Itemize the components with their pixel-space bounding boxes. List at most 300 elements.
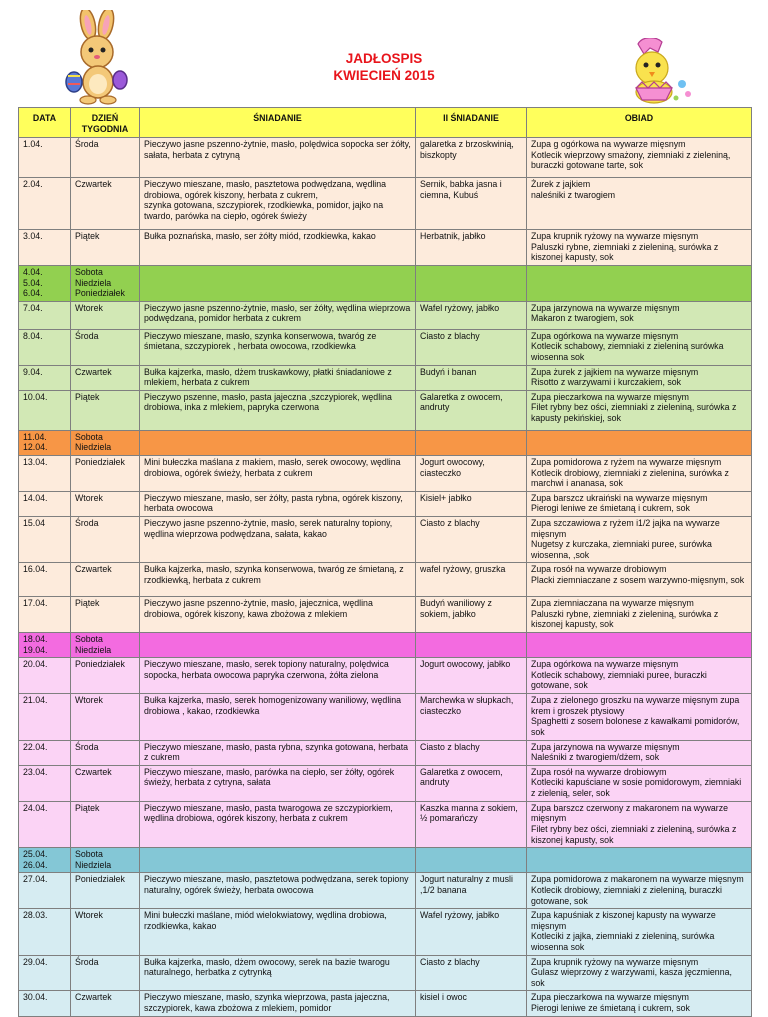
title-line-2: KWIECIEŃ 2015 <box>333 68 435 83</box>
lunch-cell <box>527 873 752 909</box>
day-cell-text: Wtorek <box>75 302 103 313</box>
breakfast-cell <box>140 491 416 516</box>
breakfast-cell <box>140 955 416 991</box>
menu-row <box>19 430 752 455</box>
lunch-cell <box>527 955 752 991</box>
menu-row <box>19 266 752 302</box>
lunch-cell <box>527 178 752 230</box>
day-cell <box>71 848 140 873</box>
date-cell-text: 17.04. <box>23 598 48 609</box>
breakfast-cell-text: Pieczywo jasne pszenno-żytnie, masło, polędwica sopocka ser żółty, sałata, herbata z cytryną <box>144 139 411 160</box>
lunch-cell-text: Zupa z zielonego groszku na wywarze mięsnym zupa krem i groszek ptysiowy <box>531 695 740 716</box>
day-cell <box>71 301 140 329</box>
date-cell-text: 24.04. <box>23 802 48 813</box>
page-title <box>0 50 768 84</box>
day-cell-text: Środa <box>75 330 99 341</box>
day-cell-text: Wtorek <box>75 492 103 503</box>
lunch-cell <box>527 694 752 740</box>
lunch-cell-text: Pierogi leniwe ze śmietaną i cukrem, sok <box>531 503 690 514</box>
menu-row <box>19 491 752 516</box>
second-breakfast-cell <box>416 329 527 365</box>
lunch-cell-text: Żurek z jajkiem <box>531 179 591 189</box>
lunch-cell <box>527 301 752 329</box>
second-breakfast-cell-text: kisiel i owoc <box>420 992 467 1003</box>
date-cell <box>19 658 71 694</box>
second-breakfast-cell <box>416 991 527 1017</box>
breakfast-cell <box>140 597 416 633</box>
second-breakfast-cell <box>416 801 527 847</box>
day-cell-text: Czwartek <box>75 992 112 1003</box>
date-cell <box>19 740 71 765</box>
date-cell <box>19 516 71 562</box>
day-cell <box>71 873 140 909</box>
breakfast-cell-text: Pieczywo mieszane, masło, pasta twarogowa ze szczypiorkiem, wędlina drobiowa, ogórek kiszony, herbata z cukrem <box>144 802 393 824</box>
day-cell-text: Poniedziałek <box>75 288 125 299</box>
day-cell <box>71 955 140 991</box>
lunch-cell <box>527 765 752 801</box>
day-cell <box>71 430 140 455</box>
day-cell <box>71 740 140 765</box>
date-cell <box>19 266 71 302</box>
second-breakfast-cell-text: Budyń waniliowy z sokiem, jabłko <box>420 598 492 619</box>
lunch-cell-text: Kotleciki kapuściane w sosie pomidorowym, ziemniaki z zielenią, seler, sok <box>531 777 742 798</box>
lunch-cell-text: Zupa rosół na wywarze drobiowym <box>531 766 667 777</box>
day-cell-text: Wtorek <box>75 695 103 706</box>
second-breakfast-cell-text: Galaretka z owocem, andruty <box>420 391 503 413</box>
day-cell <box>71 694 140 740</box>
lunch-cell <box>527 991 752 1017</box>
second-breakfast-cell <box>416 597 527 633</box>
lunch-cell-text: Zupa żurek z jajkiem na wywarze mięsnym <box>531 366 699 377</box>
breakfast-cell-text: Pieczywo mieszane, masło, szynka konserwowa, twaróg ze śmietana, szczypiorek , herbata owocowa, rzodkiewka <box>144 330 377 352</box>
breakfast-cell <box>140 909 416 955</box>
day-cell <box>71 801 140 847</box>
breakfast-cell-text: szynka gotowana, szczypiorek, rzodkiewka, pomidor, jajko na twardo, parówka na ciepło, ogórek świeży <box>144 200 384 221</box>
menu-row <box>19 365 752 390</box>
second-breakfast-cell <box>416 765 527 801</box>
day-cell-text: Niedziela <box>75 859 112 870</box>
second-breakfast-cell-text: Marchewka w słupkach, ciasteczko <box>420 695 514 716</box>
date-cell <box>19 765 71 801</box>
date-cell-text: 3.04. <box>23 231 43 241</box>
second-breakfast-cell-text: Jogurt naturalny z musli ,1/2 banana <box>420 874 513 895</box>
breakfast-cell <box>140 848 416 873</box>
breakfast-cell <box>140 740 416 765</box>
second-breakfast-cell <box>416 491 527 516</box>
date-cell <box>19 694 71 740</box>
breakfast-cell <box>140 694 416 740</box>
date-cell <box>19 230 71 266</box>
lunch-cell-text: Risotto z warzywami i kurczakiem, sok <box>531 377 682 388</box>
lunch-cell-text: Zupa jarzynowa na wywarze mięsnym <box>531 741 680 752</box>
breakfast-cell <box>140 455 416 491</box>
menu-row <box>19 658 752 694</box>
lunch-cell <box>527 909 752 955</box>
second-breakfast-cell-text: Kisiel+ jabłko <box>420 492 472 503</box>
breakfast-cell <box>140 430 416 455</box>
menu-row <box>19 597 752 633</box>
second-breakfast-cell <box>416 516 527 562</box>
breakfast-cell-text: Pieczywo mieszane, masło, serek topiony naturalny, polędwica sopocka, herbata owocowa papryka czerwona, żółta zielona <box>144 659 389 680</box>
date-cell-text: 28.03. <box>23 910 48 921</box>
lunch-cell <box>527 390 752 430</box>
lunch-cell-text: Zupa pomidorowa z ryżem na wywarze mięsnym <box>531 456 722 467</box>
lunch-cell-text: Kotlecik schabowy, ziemniaki z zieleniną surówka wiosenna sok <box>531 341 724 362</box>
day-cell <box>71 390 140 430</box>
lunch-cell-text: Kotlecik wieprzowy smażony, ziemniaki z zieleniną, buraczki gotowane tarte, sok <box>531 149 731 171</box>
day-cell-text: Środa <box>75 741 99 752</box>
breakfast-cell-text: Bułka kajzerka, masło, serek homogenizowany waniliowy, wędlina drobiowa , kakao, rzodkiewka <box>144 695 402 716</box>
day-cell <box>71 365 140 390</box>
lunch-cell <box>527 491 752 516</box>
breakfast-cell <box>140 658 416 694</box>
date-cell-text: 13.04. <box>23 456 48 467</box>
breakfast-cell <box>140 873 416 909</box>
header-day-line-1: DZIEŃ <box>91 113 119 123</box>
date-cell <box>19 390 71 430</box>
breakfast-cell <box>140 178 416 230</box>
date-cell <box>19 365 71 390</box>
lunch-cell-text: Paluszki rybne, ziemniaki z zieleniną, surówka z kiszonej kapusty, sok <box>531 608 719 630</box>
second-breakfast-cell <box>416 873 527 909</box>
second-breakfast-cell <box>416 455 527 491</box>
second-breakfast-cell <box>416 266 527 302</box>
date-cell <box>19 563 71 597</box>
day-cell <box>71 455 140 491</box>
second-breakfast-cell <box>416 955 527 991</box>
date-cell-text: 25.04. <box>23 849 48 860</box>
menu-row <box>19 633 752 658</box>
day-cell <box>71 178 140 230</box>
lunch-cell-text: Zupa g ogórkowa na wywarze mięsnym <box>531 139 686 149</box>
day-cell-text: Niedziela <box>75 644 112 655</box>
breakfast-cell-text: Pieczywo jasne pszenno-żytnie, masło, serek naturalny topiony, wędlina wieprzowa podwędzana, sałata, kakao <box>144 517 393 539</box>
date-cell <box>19 455 71 491</box>
day-cell-text: Sobota <box>75 849 103 860</box>
lunch-cell-text: Kotlecik drobiowy, ziemniaki z zieleniną, buraczki gotowane, sok <box>531 884 723 906</box>
lunch-cell-text: Zupa ziemniaczana na wywarze mięsnym <box>531 598 694 609</box>
breakfast-cell <box>140 633 416 658</box>
lunch-cell <box>527 329 752 365</box>
menu-row <box>19 178 752 230</box>
date-cell <box>19 633 71 658</box>
second-breakfast-cell <box>416 365 527 390</box>
second-breakfast-cell-text: Wafel ryżowy, jabłko <box>420 302 500 313</box>
breakfast-cell <box>140 765 416 801</box>
header-lunch: OBIAD <box>527 108 752 138</box>
second-breakfast-cell <box>416 909 527 955</box>
date-cell-text: 14.04. <box>23 492 48 503</box>
breakfast-cell <box>140 563 416 597</box>
day-cell <box>71 597 140 633</box>
breakfast-cell <box>140 991 416 1017</box>
second-breakfast-cell-text: Herbatnik, jabłko <box>420 231 486 241</box>
date-cell-text: 9.04. <box>23 366 43 377</box>
lunch-cell-text: Spaghetti z sosem bolonese z kawałkami pomidorów, sok <box>531 716 740 738</box>
date-cell <box>19 430 71 455</box>
lunch-cell-text: Paluszki rybne, ziemniaki z zieleniną, surówka z kiszonej kapusty, sok <box>531 241 719 263</box>
lunch-cell-text: Zupa jarzynowa na wywarze mięsnym <box>531 302 680 313</box>
second-breakfast-cell-text: Budyń i banan <box>420 366 477 377</box>
day-cell <box>71 658 140 694</box>
second-breakfast-cell <box>416 848 527 873</box>
menu-row <box>19 801 752 847</box>
breakfast-cell <box>140 138 416 178</box>
day-cell-text: Piątek <box>75 598 100 609</box>
date-cell-text: 21.04. <box>23 695 48 706</box>
second-breakfast-cell <box>416 633 527 658</box>
day-cell-text: Wtorek <box>75 910 103 921</box>
breakfast-cell <box>140 390 416 430</box>
menu-body <box>19 138 752 1017</box>
day-cell <box>71 765 140 801</box>
date-cell <box>19 178 71 230</box>
lunch-cell <box>527 138 752 178</box>
day-cell-text: Piątek <box>75 802 100 813</box>
breakfast-cell-text: Bułka poznańska, masło, ser żółty miód, rzodkiewka, kakao <box>144 231 376 241</box>
second-breakfast-cell-text: Galaretka z owocem, andruty <box>420 766 503 788</box>
day-cell-text: Niedziela <box>75 277 112 288</box>
breakfast-cell-text: Pieczywo mieszane, masło, pasztetowa podwędzana, serek topiony naturalny, ogórek świeży, herbata owocowa <box>144 874 409 895</box>
breakfast-cell-text: Bułka kajzerka, masło, dżem truskawkowy, płatki śniadaniowe z mlekiem, herbata z cukrem <box>144 366 392 388</box>
day-cell-text: Środa <box>75 517 99 528</box>
lunch-cell <box>527 430 752 455</box>
breakfast-cell <box>140 301 416 329</box>
breakfast-cell-text: Mini bułeczki maślane, miód wielokwiatowy, wędlina drobiowa, rzodkiewka, kakao <box>144 910 387 931</box>
lunch-cell-text: Zupa szczawiowa z ryżem i1/2 jajka na wywarze mięsnym <box>531 517 720 539</box>
day-cell <box>71 991 140 1017</box>
date-cell <box>19 991 71 1017</box>
breakfast-cell <box>140 365 416 390</box>
date-cell-text: 15.04 <box>23 517 46 528</box>
breakfast-cell <box>140 516 416 562</box>
menu-row <box>19 765 752 801</box>
second-breakfast-cell <box>416 658 527 694</box>
second-breakfast-cell-text: galaretka z brzoskwinią, biszkopty <box>420 139 514 160</box>
second-breakfast-cell-text: wafel ryżowy, gruszka <box>420 564 506 575</box>
second-breakfast-cell-text: Ciasto z blachy <box>420 330 480 341</box>
lunch-cell-text: Filet rybny bez ości, ziemniaki z zieleniną, surówka z kapusty pekińskiej, sok <box>531 402 737 423</box>
date-cell-text: 18.04. <box>23 634 48 645</box>
day-cell-text: Piątek <box>75 391 100 402</box>
lunch-cell <box>527 230 752 266</box>
day-cell <box>71 138 140 178</box>
menu-row <box>19 563 752 597</box>
second-breakfast-cell-text: Jogurt owocowy, ciasteczko <box>420 456 485 478</box>
menu-row <box>19 740 752 765</box>
breakfast-cell-text: Pieczywo mieszane, masło, szynka wieprzowa, pasta jajeczna, szczypiorek, kawa zbożowa z mlekiem, pomidor <box>144 992 390 1013</box>
lunch-cell <box>527 516 752 562</box>
day-cell-text: Czwartek <box>75 766 112 777</box>
title-line-1: JADŁOSPIS <box>345 51 423 66</box>
breakfast-cell <box>140 230 416 266</box>
lunch-cell-text: Zupa rosół na wywarze drobiowym <box>531 564 667 575</box>
date-cell-text: 11.04. <box>23 431 47 442</box>
menu-row <box>19 230 752 266</box>
date-cell-text: 1.04. <box>23 139 43 149</box>
lunch-cell <box>527 365 752 390</box>
date-cell <box>19 873 71 909</box>
breakfast-cell-text: Pieczywo jasne pszenno-żytnie, masło, ser żółty, wędlina wieprzowa podwędzana, pomidor herbata z cukrem <box>144 302 411 324</box>
breakfast-cell <box>140 801 416 847</box>
day-cell <box>71 633 140 658</box>
second-breakfast-cell <box>416 301 527 329</box>
lunch-cell-text: Makaron z twarogiem, sok <box>531 313 634 324</box>
second-breakfast-cell <box>416 138 527 178</box>
date-cell-text: 20.04. <box>23 659 48 670</box>
lunch-cell-text: Zupa pomidorowa z makaronem na wywarze mięsnym <box>531 874 744 885</box>
menu-row <box>19 955 752 991</box>
date-cell-text: 10.04. <box>23 391 48 402</box>
date-cell-text: 27.04. <box>23 874 48 885</box>
lunch-cell-text: Zupa ogórkowa na wywarze mięsnym <box>531 330 679 341</box>
date-cell-text: 16.04. <box>23 564 48 575</box>
day-cell <box>71 516 140 562</box>
date-cell <box>19 491 71 516</box>
lunch-cell-text: Nugetsy z kurczaka, ziemniaki puree, surówka wiosenna, ,sok <box>531 539 712 560</box>
day-cell <box>71 563 140 597</box>
lunch-cell-text: Zupa barszcz ukraiński na wywarze mięsnym <box>531 492 708 503</box>
date-cell <box>19 955 71 991</box>
second-breakfast-cell-text: Ciasto z blachy <box>420 517 480 528</box>
lunch-cell-text: Gulasz wieprzowy z warzywami, kasza jęczmienna, sok <box>531 967 732 988</box>
breakfast-cell-text: Mini bułeczka maślana z makiem, masło, serek owocowy, wędlina drobiowa, ogórek świeży, herbata z cukrem <box>144 456 401 478</box>
day-cell-text: Środa <box>75 956 99 967</box>
date-cell <box>19 301 71 329</box>
lunch-cell-text: Pierogi leniwe ze śmietaną i cukrem, sok <box>531 1002 690 1013</box>
menu-row <box>19 694 752 740</box>
day-cell <box>71 909 140 955</box>
lunch-cell <box>527 597 752 633</box>
menu-row <box>19 516 752 562</box>
day-cell <box>71 230 140 266</box>
day-cell-text: Czwartek <box>75 564 112 575</box>
day-cell-text: Sobota <box>75 634 103 645</box>
breakfast-cell-text: Bułka kajzerka, masło, dżem owocowy, serek na bazie twarogu naturalnego, herbatka z cytrynką <box>144 956 390 978</box>
breakfast-cell-text: Pieczywo pszenne, masło, pasta jajeczna ,szczypiorek, wędlina drobiowa, inka z mlekiem, papryka czerwona <box>144 391 392 413</box>
date-cell-text: 5.04. <box>23 277 43 288</box>
day-cell-text: Sobota <box>75 267 103 277</box>
breakfast-cell-text: Pieczywo mieszane, masło, pasztetowa podwędzana, wędlina drobiowa, ogórek kiszony, herbata z cukrem, <box>144 179 387 200</box>
date-cell-text: 6.04. <box>23 288 43 299</box>
breakfast-cell-text: Pieczywo mieszane, masło, parówka na ciepło, ser żółty, ogórek świeży, herbata z cytryna, sałata <box>144 766 395 788</box>
lunch-cell-text: Zupa barszcz czerwony z makaronem na wywarze mięsnym <box>531 802 729 824</box>
date-cell <box>19 909 71 955</box>
date-cell-text: 19.04. <box>23 644 48 655</box>
lunch-cell-text: Kotlecik schabowy, ziemniaki puree, buraczki gotowane, sok <box>531 669 707 691</box>
second-breakfast-cell-text: Kaszka manna z sokiem, ½ pomarańczy <box>420 802 518 824</box>
lunch-cell-text: Zupa pieczarkowa na wywarze mięsnym <box>531 391 689 402</box>
day-cell-text: Środa <box>75 139 99 149</box>
lunch-cell <box>527 801 752 847</box>
lunch-cell <box>527 563 752 597</box>
lunch-cell <box>527 848 752 873</box>
lunch-cell-text: Placki ziemniaczane z sosem warzywno-mięsnym, sok <box>531 574 745 585</box>
date-cell-text: 7.04. <box>23 302 43 313</box>
date-cell-text: 29.04. <box>23 956 48 967</box>
date-cell-text: 30.04. <box>23 992 48 1003</box>
day-cell-text: Niedziela <box>75 442 112 453</box>
date-cell-text: 2.04. <box>23 179 43 189</box>
menu-row <box>19 329 752 365</box>
lunch-cell <box>527 658 752 694</box>
lunch-cell-text: Zupa krupnik ryżowy na wywarze mięsnym <box>531 231 699 241</box>
date-cell <box>19 848 71 873</box>
day-cell <box>71 266 140 302</box>
lunch-cell-text: Zupa kapuśniak z kiszonej kapusty na wywarze mięsnym <box>531 910 716 931</box>
day-cell-text: Czwartek <box>75 366 112 377</box>
date-cell-text: 23.04. <box>23 766 48 777</box>
date-cell-text: 22.04. <box>23 741 48 752</box>
menu-row <box>19 301 752 329</box>
day-cell-text: Poniedziałek <box>75 659 125 670</box>
second-breakfast-cell-text: Ciasto z blachy <box>420 956 480 967</box>
breakfast-cell <box>140 266 416 302</box>
header-date: DATA <box>19 108 71 138</box>
breakfast-cell-text: Pieczywo jasne pszenno-żytnie, masło, jajecznica, wędlina drobiowa, ogórek kiszony, kawa zbożowa z mlekiem <box>144 598 373 619</box>
menu-row <box>19 455 752 491</box>
menu-row <box>19 909 752 955</box>
second-breakfast-cell-text: Sernik, babka jasna i ciemna, Kubuś <box>420 179 502 200</box>
lunch-cell-text: Zupa pieczarkowa na wywarze mięsnym <box>531 992 689 1003</box>
lunch-cell <box>527 266 752 302</box>
second-breakfast-cell <box>416 740 527 765</box>
menu-row <box>19 138 752 178</box>
second-breakfast-cell-text: Wafel ryżowy, jabłko <box>420 910 500 921</box>
second-breakfast-cell-text: Jogurt owocowy, jabłko <box>420 659 511 670</box>
menu-table <box>18 107 752 1017</box>
lunch-cell-text: Zupa ogórkowa na wywarze mięsnym <box>531 659 679 670</box>
day-cell-text: Poniedziałek <box>75 456 125 467</box>
lunch-cell <box>527 455 752 491</box>
lunch-cell-text: Naleśniki z twarogiem/dżem, sok <box>531 752 660 763</box>
lunch-cell-text: Filet rybny bez ości, ziemniaki z zieleniną, surówka z kiszonej kapusty, sok <box>531 824 737 845</box>
second-breakfast-cell <box>416 178 527 230</box>
second-breakfast-cell <box>416 230 527 266</box>
day-cell <box>71 491 140 516</box>
lunch-cell-text: Zupa krupnik ryżowy na wywarze mięsnym <box>531 956 699 967</box>
date-cell-text: 8.04. <box>23 330 43 341</box>
menu-row <box>19 873 752 909</box>
day-cell-text: Czwartek <box>75 179 112 189</box>
header-day <box>71 108 140 138</box>
second-breakfast-cell <box>416 390 527 430</box>
date-cell <box>19 597 71 633</box>
day-cell-text: Piątek <box>75 231 100 241</box>
second-breakfast-cell <box>416 694 527 740</box>
second-breakfast-cell <box>416 563 527 597</box>
date-cell <box>19 801 71 847</box>
breakfast-cell-text: Pieczywo mieszane, masło, ser żółty, pasta rybna, ogórek kiszony, herbata owocowa <box>144 492 403 514</box>
date-cell-text: 4.04. <box>23 267 43 277</box>
day-cell-text: Poniedziałek <box>75 874 125 885</box>
second-breakfast-cell <box>416 430 527 455</box>
date-cell <box>19 329 71 365</box>
second-breakfast-cell-text: Ciasto z blachy <box>420 741 480 752</box>
lunch-cell-text: naleśniki z twarogiem <box>531 189 616 200</box>
breakfast-cell-text: Pieczywo mieszane, masło, pasta rybna, szynka gotowana, herbata z cukrem <box>144 741 409 763</box>
header-breakfast: ŚNIADANIE <box>140 108 416 138</box>
date-cell <box>19 138 71 178</box>
day-cell <box>71 329 140 365</box>
breakfast-cell <box>140 329 416 365</box>
lunch-cell-text: Kotleciki z jajka, ziemniaki z zieleniną, surówka wiosenna sok <box>531 931 715 952</box>
menu-row <box>19 848 752 873</box>
header-second-breakfast: II ŚNIADANIE <box>416 108 527 138</box>
date-cell-text: 12.04. <box>23 442 48 453</box>
lunch-cell <box>527 740 752 765</box>
lunch-cell <box>527 633 752 658</box>
